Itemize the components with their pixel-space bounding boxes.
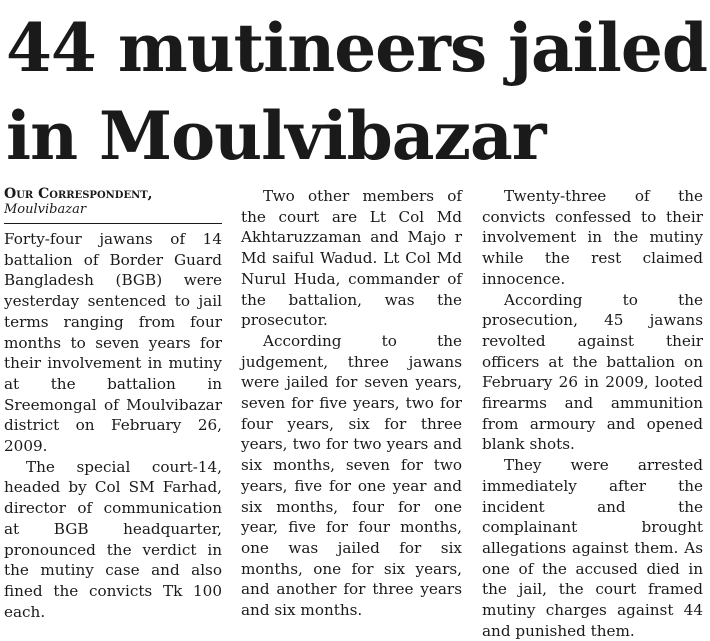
- byline-rule: [4, 223, 222, 224]
- dateline: Moulvibazar: [4, 202, 87, 217]
- column-3: [482, 186, 703, 641]
- paragraph-7: They were arrested immediately after the incident and the complainant brought allegations against them. As one of the accused died in the jail, the court framed mutiny charges against 44 and punished them.: [482, 456, 703, 640]
- headline: [6, 4, 706, 180]
- paragraph-2: The special court-14, headed by Col SM Farhad, director of communication at BGB headquarter, pronounced the verdict in the mutiny case and also fined the convicts Tk 100 each.: [4, 457, 222, 621]
- paragraph-4: According to the judgement, three jawans were jailed for seven years, seven for five years, two for four years, six for three years, two for two years and six months, seven for two years, five for one year and six months, four for one year, five for four months, one was jailed for six months, one for six years, and another for three years and six months.: [241, 331, 462, 620]
- paragraph-3: Two other members of the court are Lt Col Md Akhtaruzzaman and Majo r Md saiful Wadud. Lt Col Md Nurul Huda, commander of the battalion, was the prosecutor.: [241, 187, 462, 330]
- column-1: [4, 186, 222, 622]
- paragraph-6: According to the prosecution, 45 jawans revolted against their officers at the battalion on February 26 in 2009, looted firearms and ammunition from armoury and opened blank shots.: [482, 290, 703, 454]
- byline: Our Correspondent,: [4, 186, 153, 202]
- paragraph-5: Twenty-three of the convicts confessed to their involvement in the mutiny while the rest claimed innocence.: [482, 187, 703, 288]
- paragraph-1: Forty-four jawans of 14 battalion of Border Guard Bangladesh (BGB) were yesterday sentenced to jail terms ranging from four months to seven years for their involvement in mutiny at the battalion in Sreemongal of Moulvibazar district on February 26, 2009.: [4, 230, 222, 456]
- headline-line-1: 44 mutineers jailed: [6, 9, 708, 87]
- headline-line-2: in Moulvibazar: [6, 97, 546, 175]
- column-2: [241, 186, 462, 621]
